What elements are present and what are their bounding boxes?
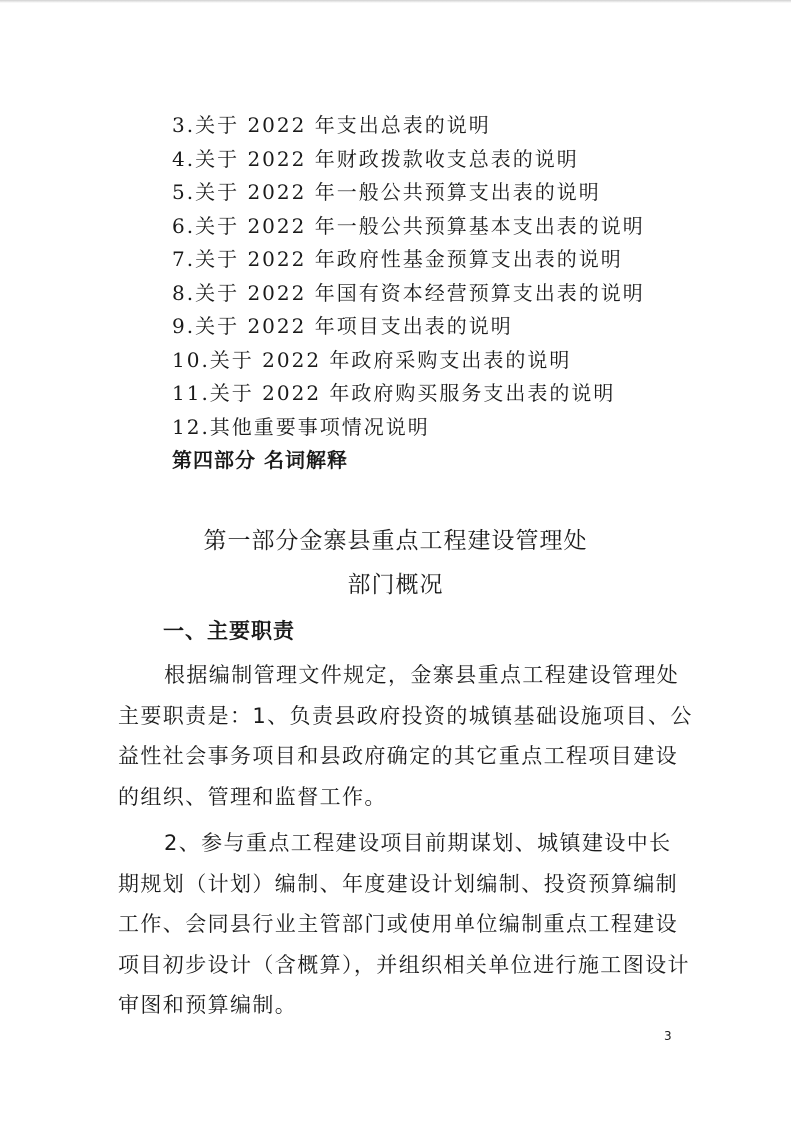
page-number: 3 xyxy=(664,1029,672,1043)
toc-item: 10.关于 2022 年政府采购支出表的说明 xyxy=(172,347,572,372)
section-heading-main-duties: 一、主要职责 xyxy=(163,619,295,643)
toc-item: 3.关于 2022 年支出总表的说明 xyxy=(172,113,491,137)
toc-item: 12.其他重要事项情况说明 xyxy=(172,414,430,439)
paragraph-block xyxy=(118,655,693,817)
toc-item: 9.关于 2022 年项目支出表的说明 xyxy=(172,314,513,338)
toc-item: 4.关于 2022 年财政拨款收支总表的说明 xyxy=(172,146,579,171)
page-title-line2: 部门概况 xyxy=(347,572,444,598)
toc-item: 8.关于 2022 年国有资本经营预算支出表的说明 xyxy=(172,280,645,305)
toc-item: 5.关于 2022 年一般公共预算支出表的说明 xyxy=(172,180,601,204)
toc-item: 11.关于 2022 年政府购买服务支出表的说明 xyxy=(172,381,616,405)
body-paragraph: 2、参与重点工程建设项目前期谋划、城镇建设中长期规划（计划）编制、年度建设计划编制、投资预算编制工作、会同县行业主管部门或使用单位编制重点工程建设项目初步设计（含概算），并组织相关单位进行施工图设计审图和预算编制。 xyxy=(118,831,690,1017)
table-of-contents-list xyxy=(172,109,712,444)
paragraph-block xyxy=(118,823,693,1026)
body-paragraph: 根据编制管理文件规定，金寨县重点工程建设管理处主要职责是：1、负责县政府投资的城镇基础设施项目、公益性社会事务项目和县政府确定的其它重点工程项目建设的组织、管理和监督工作。 xyxy=(118,663,693,809)
toc-part4-heading: 第四部分 名词解释 xyxy=(172,448,348,472)
scan-edge xyxy=(0,0,791,3)
page-title-line1: 第一部分金寨县重点工程建设管理处 xyxy=(203,528,588,554)
toc-item: 7.关于 2022 年政府性基金预算支出表的说明 xyxy=(172,247,623,271)
toc-item: 6.关于 2022 年一般公共预算基本支出表的说明 xyxy=(172,213,645,238)
